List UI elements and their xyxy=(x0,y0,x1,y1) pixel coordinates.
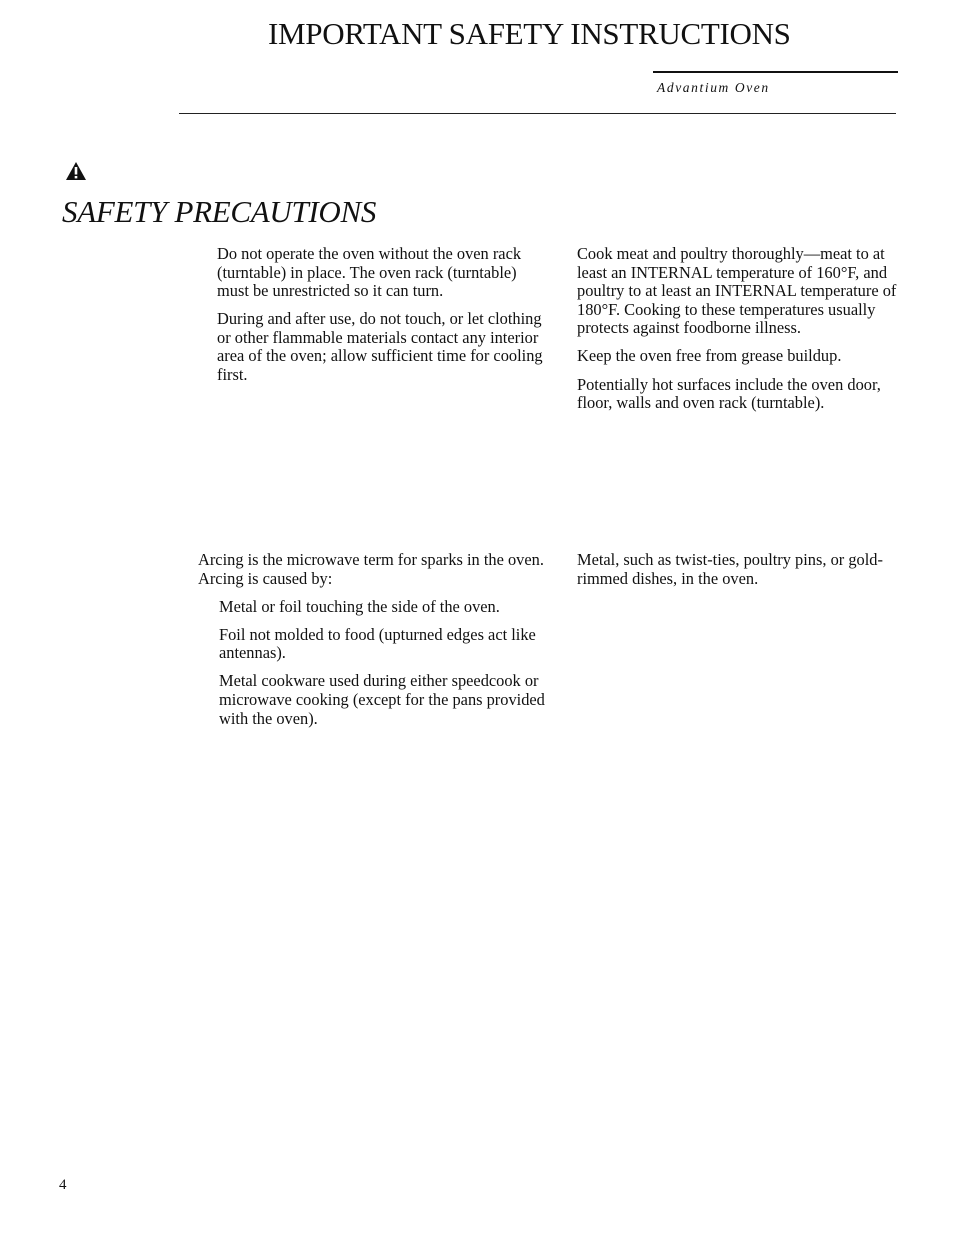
warning-triangle-icon xyxy=(65,161,87,181)
paragraph-hot-surfaces: Potentially hot surfaces include the oven door, floor, walls and oven rack (turntable). xyxy=(577,374,881,413)
page-title: IMPORTANT SAFETY INSTRUCTIONS xyxy=(268,16,791,51)
paragraph-metal-in-oven: Metal, such as twist-ties, poultry pins, or gold-rimmed dishes, in the oven. xyxy=(577,550,883,588)
page-number: 4 xyxy=(59,1177,67,1193)
column-right-top xyxy=(577,245,907,422)
paragraph-cook-thoroughly: Cook meat and poultry thoroughly—meat to at least an INTERNAL temperature of 160°F, and poultry to at least an INTERNAL temperature of 180°F. Cooking to these temperatures usually protects against foodborne illness. xyxy=(577,244,897,338)
list-item: Metal or foil touching the side of the oven. xyxy=(219,596,500,616)
section-title: SAFETY PRECAUTIONS xyxy=(62,194,377,229)
paragraph-grease-buildup: Keep the oven free from grease buildup. xyxy=(577,346,842,366)
column-left-bottom xyxy=(198,551,548,738)
column-right-bottom xyxy=(577,551,907,598)
paragraph-arcing-intro: Arcing is the microwave term for sparks in the oven. Arcing is caused by: xyxy=(198,550,544,588)
header-divider xyxy=(179,113,896,114)
product-subtitle: Advantium Oven xyxy=(657,80,770,95)
paragraph-oven-rack: Do not operate the oven without the oven rack (turntable) in place. The oven rack (turntable) must be unrestricted so it can turn. xyxy=(217,244,522,301)
paragraph-flammable-materials: During and after use, do not touch, or let clothing or other flammable materials contact any interior area of the oven; allow sufficient time for cooling first. xyxy=(217,309,543,385)
list-item: Foil not molded to food (upturned edges act like antennas). xyxy=(219,624,536,663)
column-left-top xyxy=(217,245,547,394)
list-item: Metal cookware used during either speedcook or microwave cooking (except for the pans provided with the oven). xyxy=(219,671,545,728)
header-accent-rule xyxy=(653,71,898,73)
